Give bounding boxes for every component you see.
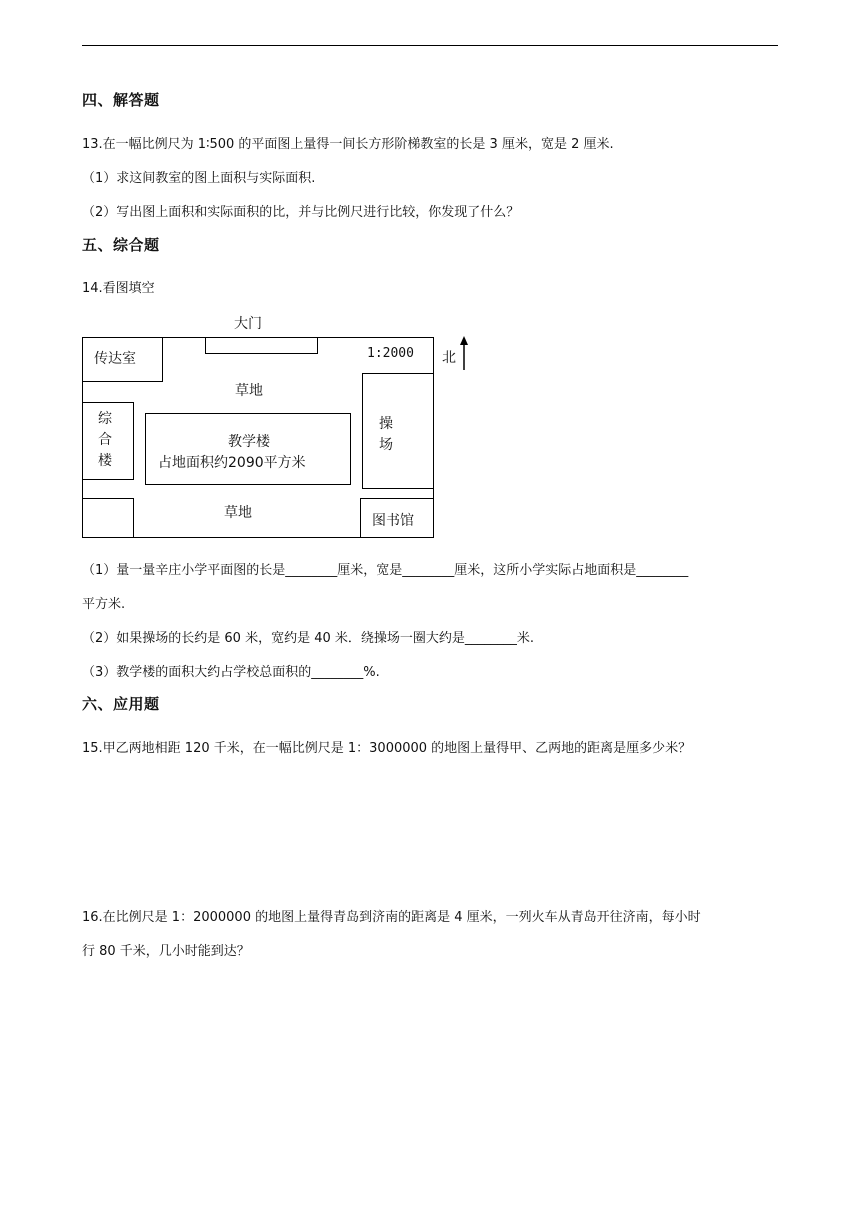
scale-label: 1:2000	[367, 346, 414, 361]
grass-bottom-label: 草地	[224, 505, 252, 521]
q13-part-2: （2）写出图上面积和实际面积的比，并与比例尺进行比较，你发现了什么？	[82, 205, 520, 220]
q14-part-2: （2）如果操场的长约是 60 米，宽约是 40 米．绕操场一圈大约是________米.	[82, 631, 535, 646]
q13-stem: 13.在一幅比例尺为 1∶500 的平面图上量得一间长方形阶梯教室的长是 3 厘米，宽是 2 厘米.	[82, 137, 614, 152]
grass-top-label: 草地	[235, 383, 263, 399]
top-rule	[82, 45, 778, 46]
library-box	[360, 498, 434, 538]
section-4-heading: 四、解答题	[82, 91, 160, 109]
gate-label: 大门	[234, 316, 262, 332]
q16-line-1: 16.在比例尺是 1：2000000 的地图上量得青岛到济南的距离是 4 厘米，一列火车从青岛开往济南，每小时	[82, 910, 701, 925]
corner-box	[82, 498, 134, 538]
playground-label: 操场	[379, 416, 393, 453]
complex-building-box	[82, 402, 134, 480]
gate-box	[205, 337, 318, 354]
playground-box	[362, 373, 434, 489]
north-arrow-icon	[458, 336, 470, 372]
teaching-building-area: 占地面积约2090平方米	[158, 455, 306, 471]
q14-part-3: （3）教学楼的面积大约占学校总面积的________%.	[82, 665, 380, 680]
guardroom-label: 传达室	[94, 351, 136, 367]
school-outline	[82, 337, 434, 538]
q14-stem: 14.看图填空	[82, 281, 155, 296]
q15-text: 15.甲乙两地相距 120 千米，在一幅比例尺是 1：3000000 的地图上量得甲、乙两地的距离是厘多少米？	[82, 741, 692, 756]
guardroom-box	[82, 337, 163, 382]
library-label: 图书馆	[372, 513, 414, 529]
teaching-building-label: 教学楼	[228, 434, 270, 450]
q16-line-2: 行 80 千米，几小时能到达？	[82, 944, 250, 959]
north-label: 北	[442, 350, 456, 366]
q14-part-1-line-1: （1）量一量辛庄小学平面图的长是________厘米，宽是________厘米，这所小学实际占地面积是________	[82, 563, 689, 578]
complex-building-label: 综合楼	[98, 411, 112, 469]
section-5-heading: 五、综合题	[82, 236, 160, 254]
q14-part-1-line-2: 平方米.	[82, 597, 126, 612]
q13-part-1: （1）求这间教室的图上面积与实际面积.	[82, 171, 316, 186]
section-6-heading: 六、应用题	[82, 695, 160, 713]
teaching-building-box	[145, 413, 351, 485]
